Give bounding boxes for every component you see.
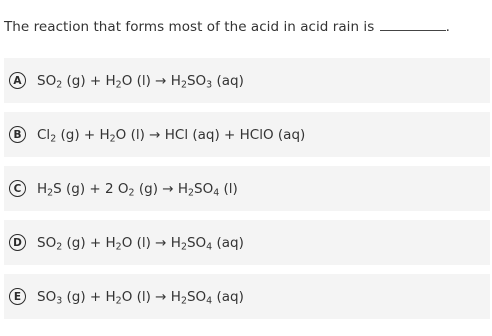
subscript: 2 <box>115 294 122 306</box>
subscript: 2 <box>47 186 54 198</box>
option-letter-badge[interactable]: A <box>9 72 26 89</box>
equation-text: O (l) → HCl (aq) + HClO (aq) <box>115 126 306 143</box>
subscript: 3 <box>206 78 213 90</box>
option-equation <box>37 181 238 197</box>
subscript: 2 <box>109 132 116 144</box>
option-letter-badge[interactable]: C <box>9 180 26 197</box>
option-equation <box>37 289 244 305</box>
equation-text: O (l) → H <box>121 288 181 305</box>
equation-text: (g) + H <box>62 234 116 251</box>
equation-text: (aq) <box>212 288 244 305</box>
answer-option-c[interactable] <box>4 166 490 211</box>
equation-text: SO <box>186 288 207 305</box>
question-text <box>4 18 450 35</box>
subscript: 2 <box>180 294 187 306</box>
equation-text: S (g) + 2 O <box>53 180 129 197</box>
subscript: 2 <box>50 132 57 144</box>
question-prompt: The reaction that forms most of the acid in acid rain is <box>4 19 375 35</box>
answer-option-b[interactable] <box>4 112 490 157</box>
equation-text: (g) + H <box>62 72 116 89</box>
subscript: 2 <box>115 240 122 252</box>
subscript: 2 <box>180 240 187 252</box>
subscript: 2 <box>115 78 122 90</box>
subscript: 4 <box>206 294 213 306</box>
option-letter-badge[interactable]: B <box>9 126 26 143</box>
option-letter-badge[interactable]: E <box>9 288 26 305</box>
answer-option-d[interactable] <box>4 220 490 265</box>
equation-text: SO <box>186 234 207 251</box>
option-equation <box>37 235 244 251</box>
equation-text: O (l) → H <box>121 72 181 89</box>
equation-text: H <box>37 180 48 197</box>
equation-text: SO <box>194 180 214 197</box>
answer-options <box>4 58 490 328</box>
option-letter-badge[interactable]: D <box>9 234 26 251</box>
subscript: 2 <box>128 186 135 198</box>
equation-text: (aq) <box>212 234 244 251</box>
equation-text: SO <box>37 288 57 305</box>
option-equation <box>37 127 305 143</box>
equation-text: (aq) <box>212 72 244 89</box>
subscript: 4 <box>213 186 220 198</box>
subscript: 4 <box>206 240 213 252</box>
subscript: 2 <box>180 78 187 90</box>
equation-text: SO <box>37 234 57 251</box>
equation-text: (l) <box>219 180 238 197</box>
answer-option-e[interactable] <box>4 274 490 319</box>
equation-text: (g) + H <box>62 288 116 305</box>
equation-text: (g) + H <box>56 126 110 143</box>
subscript: 3 <box>56 294 63 306</box>
subscript: 2 <box>56 240 63 252</box>
equation-text: SO <box>186 72 207 89</box>
question-period: . <box>445 19 450 35</box>
equation-text: O (l) → H <box>121 234 181 251</box>
equation-text: Cl <box>37 126 51 143</box>
equation-text: SO <box>37 72 57 89</box>
subscript: 2 <box>56 78 63 90</box>
answer-option-a[interactable] <box>4 58 490 103</box>
option-equation <box>37 73 244 89</box>
equation-text: (g) → H <box>134 180 189 197</box>
answer-blank <box>380 18 446 31</box>
subscript: 2 <box>188 186 195 198</box>
